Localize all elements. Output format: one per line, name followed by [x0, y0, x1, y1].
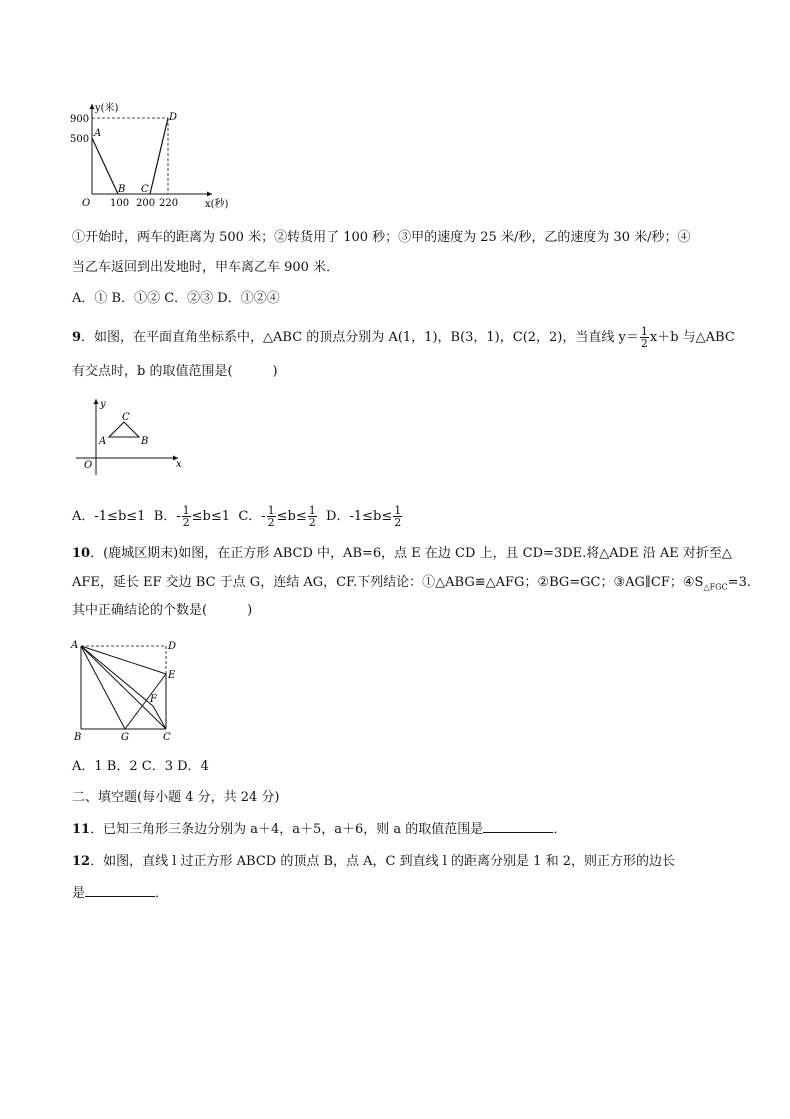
q11-answer-blank[interactable]	[483, 820, 553, 833]
q9-line1	[72, 326, 735, 349]
q10-point-f: F	[150, 694, 157, 705]
q9-point-a: A	[99, 436, 107, 447]
q9-origin-label: O	[84, 460, 93, 471]
point-c-label: C	[141, 184, 149, 195]
x-tick-100: 100	[110, 198, 130, 209]
point-a-label: A	[94, 128, 102, 139]
q10-line3: 其中正确结论的个数是( )	[72, 603, 253, 618]
q10-point-d: D	[168, 641, 177, 652]
q9-option-d: D．-1≤b≤ $\frac{1}{2}$	[326, 504, 402, 529]
q9-line2: 有交点时，b 的取值范围是( )	[72, 364, 278, 379]
q9-y-label: y	[100, 399, 106, 410]
q9-slope-fraction: $\frac{1}{2}$	[640, 325, 648, 350]
y-axis-label: y(米)	[95, 103, 119, 114]
q9-option-a: A．-1≤b≤1	[72, 509, 146, 524]
q12-line1: 12．如图，直线 l 过正方形 ABCD 的顶点 B，点 A，C 到直线 l 的距离分别是 1 和 2，则正方形的边长	[72, 854, 675, 869]
point-b-label: B	[118, 184, 126, 195]
q8-options: A．① B．①② C．②③ D．①②④	[72, 291, 280, 306]
origin-label: O	[82, 198, 91, 209]
q10-point-c: C	[163, 732, 171, 742]
y-tick-500: 500	[70, 134, 90, 145]
q10-point-a: A	[71, 640, 79, 651]
y-tick-900: 900	[70, 114, 90, 125]
q10-options: A．1 B．2 C．3 D．4	[72, 759, 209, 774]
q9-options	[72, 505, 403, 528]
q12-line2: 是 ．	[72, 886, 169, 901]
point-d-label: D	[169, 112, 178, 123]
q9-point-c: C	[122, 412, 130, 423]
q11: 11．已知三角形三条边分别为 a＋4，a＋5，a＋6，则 a 的取值范围是 ．	[72, 822, 567, 837]
q9-coordinate-figure	[72, 395, 187, 480]
q10-square-figure	[70, 636, 182, 742]
x-axis-label: x(秒)	[205, 199, 228, 210]
q9-option-b: B．- $\frac{1}{2}$ ≤b≤1	[153, 504, 231, 529]
q8-statement-line2: 当乙车返回到出发地时，甲车离乙车 900 米．	[72, 260, 340, 275]
q10-line1: 10．(鹿城区期末)如图，在正方形 ABCD 中，AB=6，点 E 在边 CD 上，且 CD=3DE.将△ADE 沿 AE 对折至△	[72, 546, 732, 561]
q12-number: 12	[72, 854, 91, 869]
q10-point-g: G	[121, 732, 129, 742]
q9-number: 9	[72, 330, 82, 345]
q9-text-a: ．如图，在平面直角坐标系中，△ABC 的顶点分别为 A(1，1)，B(3，1)，C(2，2)，当直线 y＝	[81, 330, 639, 345]
q11-number: 11	[72, 822, 91, 837]
q10-point-e: E	[168, 670, 176, 681]
q9-option-c: C．- $\frac{1}{2}$ ≤b≤ $\frac{1}{2}$	[238, 504, 316, 529]
x-tick-200: 200	[136, 198, 156, 209]
q8-graph	[68, 100, 228, 212]
q9-text-b: x＋b 与△ABC	[649, 330, 735, 345]
q9-point-b: B	[141, 436, 149, 447]
q10-line2: AFE，延长 EF 交边 BC 于点 G，连结 AG，CF.下列结论：①△ABG≌△AFG；②BG=GC；③AG∥CF；$④S_{\triangle FGC}=3$.	[72, 575, 751, 592]
q9-x-label: x	[176, 459, 182, 470]
x-tick-220: 220	[159, 198, 179, 209]
q8-statement-line1: ①开始时，两车的距离为 500 米；②转货用了 100 秒；③甲的速度为 25 米/秒，乙的速度为 30 米/秒；④	[72, 230, 691, 245]
section-2-heading: 二、填空题(每小题 4 分，共 24 分)	[72, 790, 280, 805]
q12-answer-blank[interactable]	[85, 884, 155, 897]
q10-point-b: B	[74, 732, 82, 742]
q10-number: 10	[72, 546, 91, 561]
